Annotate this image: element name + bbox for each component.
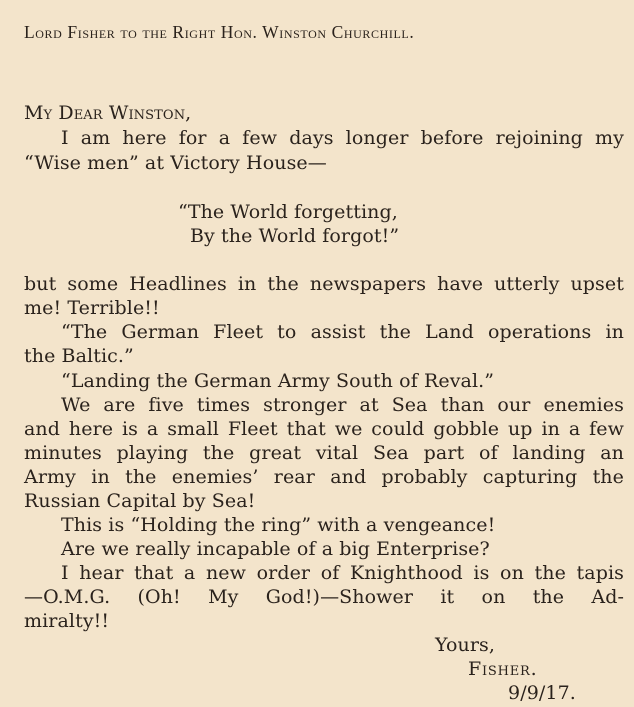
body-line-2: “Wise men” at Victory House—	[24, 152, 327, 174]
body-line-17: miralty!!	[24, 610, 110, 632]
body-line-14: Are we really incapable of a big Enterprise?	[61, 538, 490, 560]
letter-heading: Lord Fisher to the Right Hon. Winston Churchill.	[24, 22, 415, 42]
body-line-3: but some Headlines in the newspapers have utterly upset	[24, 273, 624, 295]
body-line-8: We are five times stronger at Sea than our enemies	[61, 394, 624, 416]
body-line-9: and here is a small Fleet that we could gobble up in a few	[24, 418, 624, 440]
body-line-5: “The German Fleet to assist the Land operations in	[61, 321, 624, 343]
salutation: My Dear Winston,	[24, 102, 192, 124]
body-line-4: me! Terrible!!	[24, 297, 160, 319]
body-line-11: Army in the enemies’ rear and probably capturing the	[24, 466, 624, 488]
verse-line-2: By the World forgot!”	[190, 225, 400, 247]
body-line-7: “Landing the German Army South of Reval.”	[61, 370, 495, 392]
body-line-10: minutes playing the great vital Sea part of landing an	[24, 442, 624, 464]
body-line-6: the Baltic.”	[24, 345, 134, 367]
verse-line-1: “The World forgetting,	[178, 201, 398, 223]
signature: Fisher.	[468, 658, 538, 680]
body-line-15: I hear that a new order of Knighthood is on the tapis	[61, 562, 624, 584]
closing: Yours,	[435, 634, 496, 656]
body-line-12: Russian Capital by Sea!	[24, 490, 256, 512]
body-line-1: I am here for a few days longer before rejoining my	[61, 127, 624, 149]
body-line-13: This is “Holding the ring” with a vengeance!	[61, 514, 496, 536]
body-line-16: —O.M.G. (Oh! My God!)—Shower it on the Ad-	[24, 586, 624, 608]
letter-date: 9/9/17.	[508, 682, 576, 704]
